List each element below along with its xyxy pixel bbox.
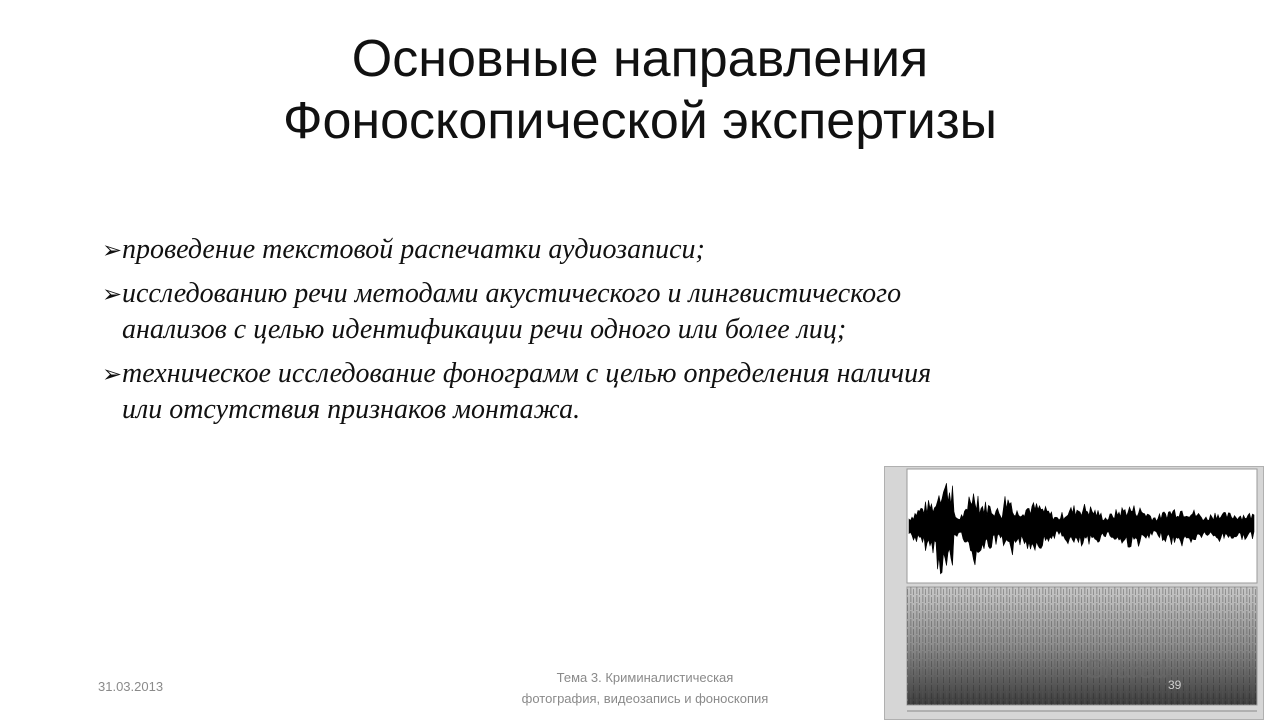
footer-date: 31.03.2013 bbox=[98, 679, 164, 694]
bullet-item bbox=[102, 232, 942, 268]
bullet-item bbox=[102, 356, 942, 428]
bullet-text: проведение текстовой распечатки аудиозаписи; bbox=[122, 234, 705, 265]
footer-topic-line-2: фотография, видеозапись и фоноскопия bbox=[521, 691, 769, 706]
bullet-text: исследованию речи методами акустического и лингвистического анализов с целью идентификации речи одного или более лиц; bbox=[122, 278, 902, 345]
bullet-text: техническое исследование фонограмм с целью определения наличия или отсутствия признаков монтажа. bbox=[122, 358, 932, 425]
title-line-2: Фоноскопической экспертизы bbox=[282, 92, 998, 150]
waveform-spectrogram-image bbox=[884, 466, 1264, 720]
title-line-1: Основные направления bbox=[351, 30, 929, 88]
slide-title bbox=[0, 28, 1280, 152]
page-number: 39 bbox=[1168, 678, 1182, 692]
arrow-bullet-icon: ➢ bbox=[102, 236, 123, 264]
waveform-spectrogram-graphic bbox=[885, 467, 1263, 719]
bullet-item bbox=[102, 276, 942, 348]
spectrogram-texture bbox=[907, 587, 1257, 705]
watermark-logo: Shared bbox=[1086, 654, 1167, 684]
footer-topic bbox=[470, 667, 820, 709]
footer-topic-line-1: Тема 3. Криминалистическая bbox=[556, 670, 734, 685]
arrow-bullet-icon: ➢ bbox=[102, 360, 123, 388]
bullet-list bbox=[102, 232, 942, 436]
arrow-bullet-icon: ➢ bbox=[102, 280, 123, 308]
